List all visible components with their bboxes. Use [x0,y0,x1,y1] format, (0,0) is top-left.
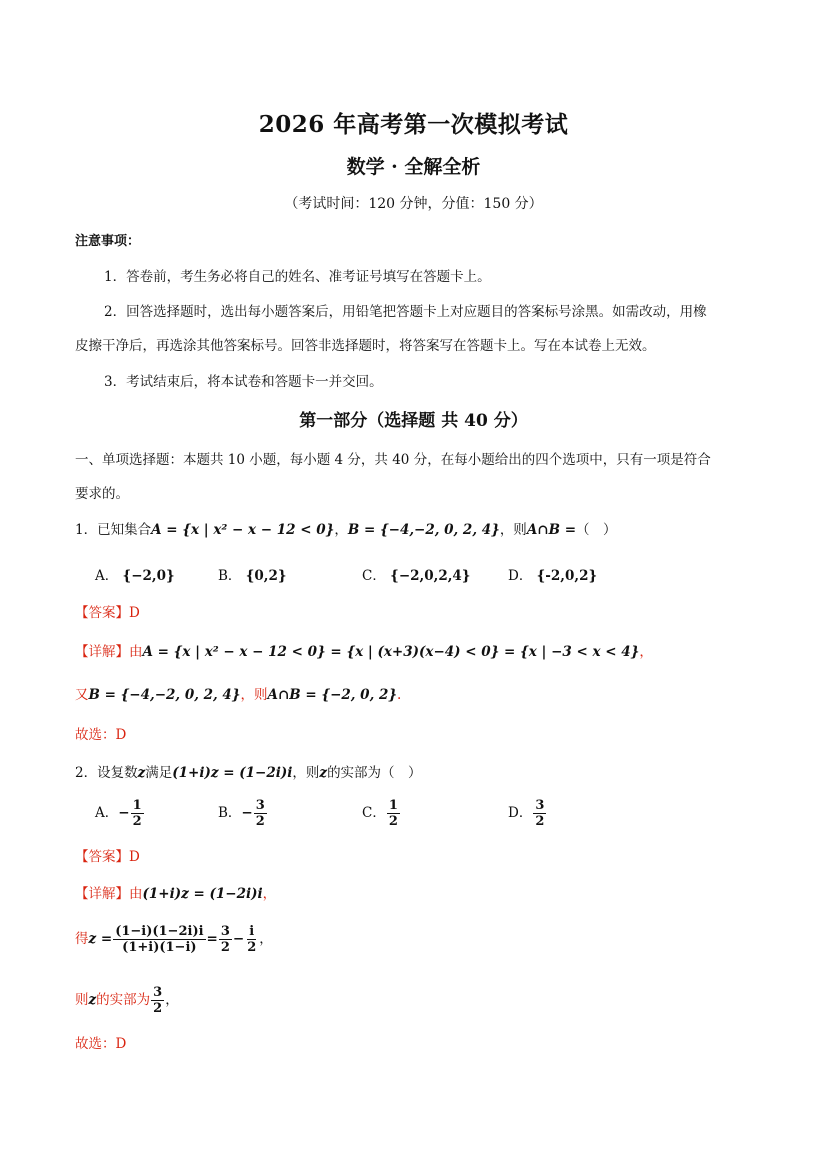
step-equals: = [206,931,218,947]
detail-expression: (1+i)z = (1−2i)i [142,886,263,902]
option-sign: − [241,805,253,821]
option-value: {−2,0,2,4} [390,568,471,584]
option-value: {0,2} [245,568,287,584]
question-2-option-b [218,798,268,829]
step-prefix: 得 [75,931,89,947]
question-2-equation: (1+i)z = (1−2i)i [172,765,293,781]
question-1-expression: A∩B = [526,522,577,538]
question-1-set-b: B = {−4,−2, 0, 2, 4} [347,522,500,538]
option-label: B． [218,805,242,821]
question-2-conclusion: 故选：D [75,1036,127,1052]
notes-item-2-line-1: 2．回答选择题时，选出每小题答案后，用铅笔把答题卡上对应题目的答案标号涂黑。如需改动，用橡 [104,304,707,320]
question-1-option-c [362,564,471,584]
question-2-step-3 [75,985,179,1016]
answer-tag: 【答案】 [75,849,129,865]
step-end: ， [259,931,273,947]
question-1-stem-suffix: ，则 [499,522,527,538]
detail-tag: 【详解】 [75,886,129,902]
option-label: A． [95,805,119,821]
fraction-denominator: 2 [535,814,545,829]
question-1-paren: （ ） [576,522,617,538]
fraction-denominator: 2 [132,814,142,829]
fraction-denominator: 2 [247,940,257,955]
question-1-option-a [95,564,175,584]
detail-prefix: 由 [129,644,143,660]
option-fraction [387,798,400,829]
question-2-stem-prefix: 2．设复数 [75,765,138,781]
fraction-denominator: (1+i)(1−i) [122,940,197,955]
detail-result: A∩B = {−2, 0, 2} [267,687,398,703]
fraction-numerator: 3 [535,798,545,813]
option-label: B． [218,568,242,584]
step-lhs: z = [88,931,113,947]
option-label: D． [508,568,533,584]
detail-suffix: ， [262,886,277,902]
question-1-stem-prefix: 1．已知集合 [75,522,152,538]
question-1-separator: ， [334,522,348,538]
step-fraction-a [219,924,232,955]
step-mid: 的实部为 [96,992,151,1008]
question-2-step-2 [75,924,273,955]
option-value: {-2,0,2} [536,568,598,584]
option-fraction [533,798,546,829]
question-2-stem-suffix-2: 的实部为（ ） [327,765,422,781]
question-2-option-d [508,798,547,829]
fraction-numerator: 3 [153,985,163,1000]
exam-title: 2026 年高考第一次模拟考试 [258,111,569,138]
section-intro-line-2: 要求的。 [75,486,129,502]
step-prefix: 则 [75,992,89,1008]
detail-prefix: 又 [75,687,89,703]
notes-item-1: 1．答卷前，考生务必将自己的姓名、准考证号填写在答题卡上。 [104,269,491,285]
detail-tag: 【详解】 [75,644,129,660]
option-label: C． [362,805,386,821]
answer-tag: 【答案】 [75,605,129,621]
question-1-option-b [218,564,287,584]
detail-end: . [397,687,402,703]
question-2-stem-mid: 满足 [145,765,173,781]
question-2-option-a [95,798,145,829]
question-2-stem-suffix: ，则 [292,765,320,781]
option-value: {−2,0} [122,568,175,584]
notes-heading: 注意事项： [75,234,141,249]
question-2-variable-2: z [319,765,328,781]
answer-value: D [129,849,140,865]
question-1-detail-line-2 [75,683,401,703]
step-minus: − [232,931,245,947]
section-title: 第一部分（选择题 共 40 分） [299,411,528,431]
notes-item-3: 3．考试结束后，将本试卷和答题卡一并交回。 [104,374,383,390]
exam-subtitle: 数学 · 全解全析 [346,156,481,178]
exam-meta: （考试时间：120 分钟，分值：150 分） [284,196,543,212]
option-label: A． [95,568,119,584]
question-2-answer [75,845,140,865]
question-1-answer [75,601,140,621]
fraction-numerator: 1 [132,798,142,813]
section-intro-line-1: 一、单项选择题：本题共 10 小题，每小题 4 分，共 40 分，在每小题给出的四个选项中，只有一项是符合 [75,452,711,468]
option-fraction [131,798,144,829]
question-1-option-d [508,564,597,584]
detail-set-b: B = {−4,−2, 0, 2, 4} [88,687,241,703]
step-fraction [113,924,205,955]
detail-prefix: 由 [129,886,143,902]
fraction-numerator: 1 [388,798,398,813]
question-1-set-a: A = {x | x² − x − 12 < 0} [151,522,335,538]
notes-item-2-line-2: 皮擦干净后，再选涂其他答案标号。回答非选择题时，将答案写在答题卡上。写在本试卷上无效。 [75,338,656,354]
fraction-denominator: 2 [255,814,265,829]
answer-value: D [129,605,140,621]
fraction-denominator: 2 [153,1001,163,1016]
fraction-denominator: 2 [220,940,230,955]
step-fraction-b [245,924,258,955]
question-2-option-c [362,798,401,829]
fraction-numerator: i [249,924,255,939]
detail-mid: ，则 [240,687,268,703]
question-1-conclusion: 故选：D [75,727,127,743]
option-label: C． [362,568,386,584]
step-end: ， [165,992,179,1008]
option-fraction [254,798,267,829]
question-2-detail [75,882,276,902]
option-sign: − [118,805,130,821]
option-label: D． [508,805,533,821]
step-variable: z [88,992,97,1008]
fraction-numerator: 3 [220,924,230,939]
question-1-stem [75,518,617,538]
question-2-stem [75,761,422,781]
fraction-numerator: 3 [255,798,265,813]
fraction-denominator: 2 [388,814,398,829]
detail-expression: A = {x | x² − x − 12 < 0} = {x | (x+3)(x−4) < 0} = {x | −3 < x < 4} [142,644,640,660]
fraction-numerator: (1−i)(1−2i)i [115,924,204,939]
question-1-detail [75,640,653,660]
detail-suffix: ， [639,644,653,660]
question-2-variable: z [137,765,146,781]
step-fraction [151,985,164,1016]
